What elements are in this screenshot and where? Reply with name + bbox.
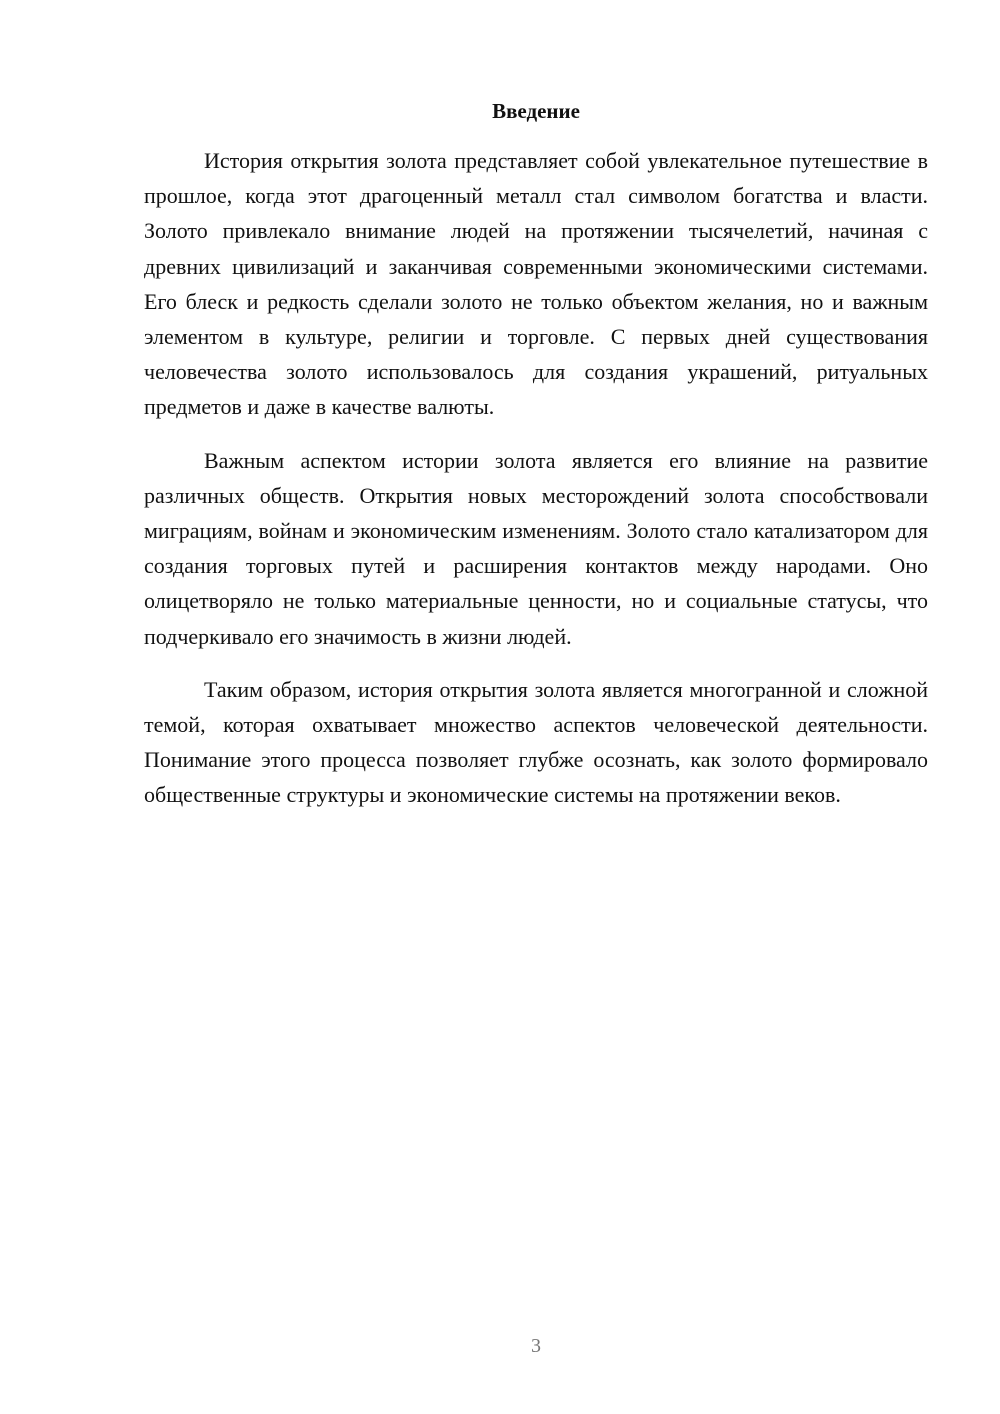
body-text	[144, 143, 928, 831]
paragraph-2: Важным аспектом истории золота является его влияние на развитие различных обществ. Открытия новых месторождений золота способствовали миграциям, войнам и экономическим изменениям. Золото стало катализатором для создания торговых путей и расширения контактов между народами. Оно олицетворяло не только материальные ценности, но и социальные статусы, что подчеркивало его значимость в жизни людей.	[144, 447, 928, 649]
paragraph-1: История открытия золота представляет собой увлекательное путешествие в прошлое, когда этот драгоценный металл стал символом богатства и власти. Золото привлекало внимание людей на протяжении тысячелетий, начиная с древних цивилизаций и заканчивая современными экономическими системами. Его блеск и редкость сделали золото не только объектом желания, но и важным элементом в культуре, религии и торговле. С первых дней существования человечества золото использовалось для создания украшений, ритуальных предметов и даже в качестве валюты.	[144, 148, 928, 420]
page-number: 3	[531, 1335, 541, 1357]
paragraph-3: Таким образом, история открытия золота является многогранной и сложной темой, которая охватывает множество аспектов человеческой деятельности. Понимание этого процесса позволяет глубже осознать, как золото формировало общественные структуры и экономические системы на протяжении веков.	[144, 676, 928, 808]
section-heading: Введение	[492, 99, 580, 123]
